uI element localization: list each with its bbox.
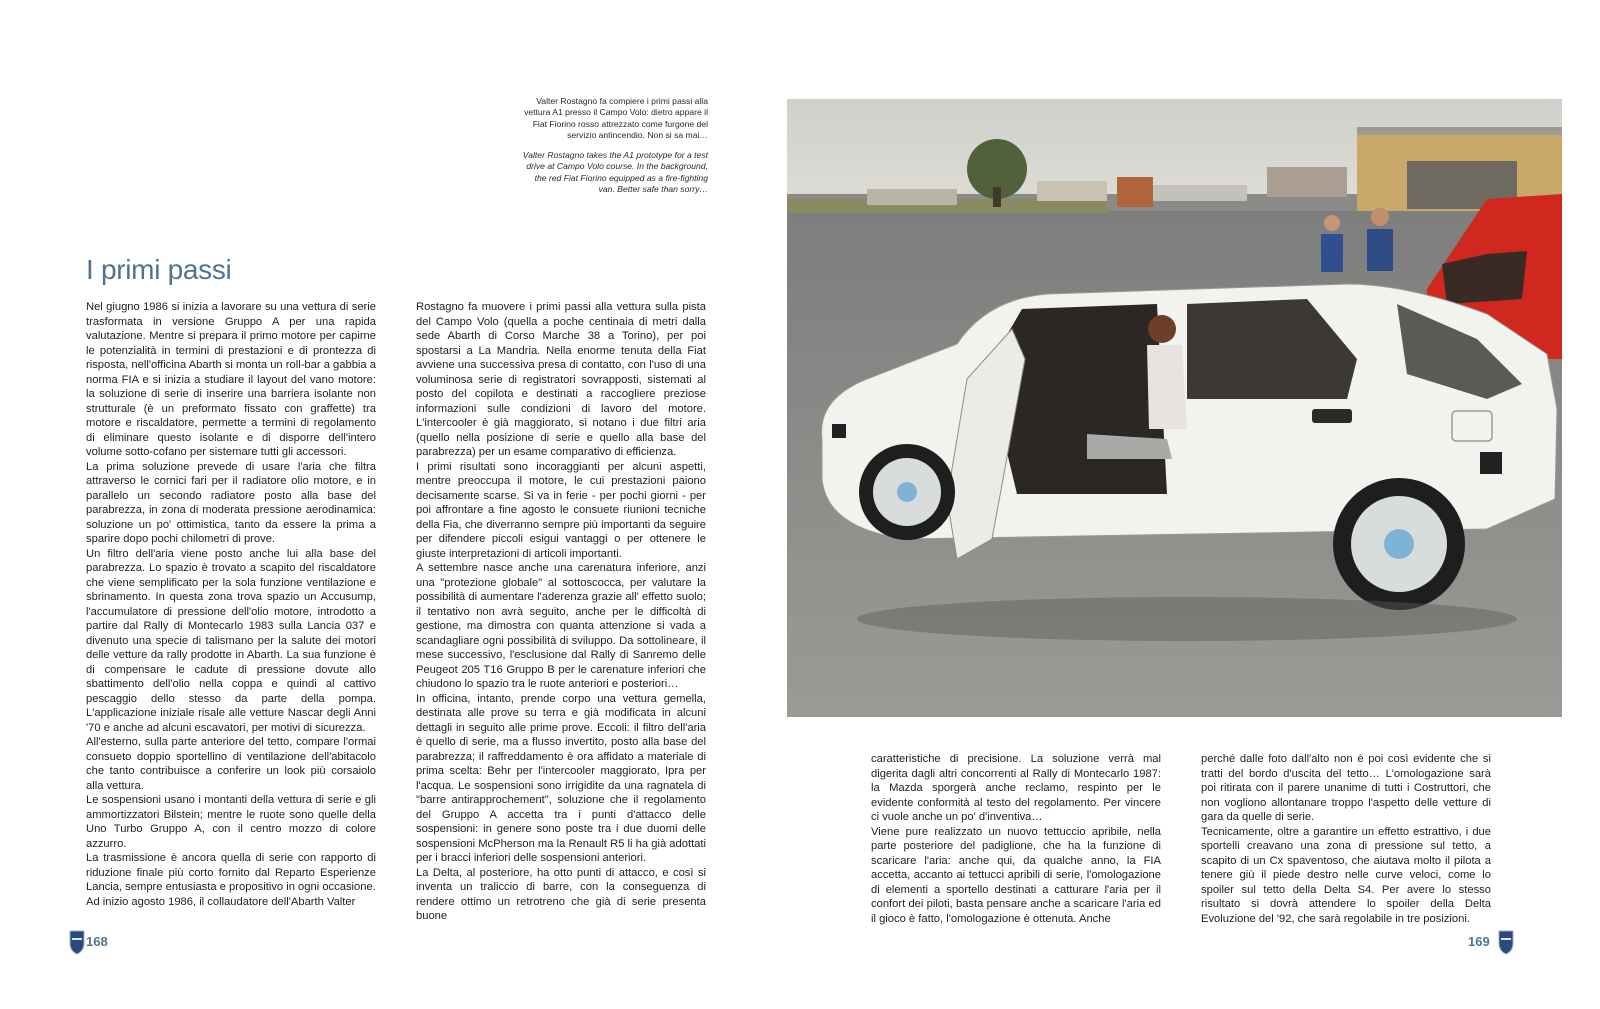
- caption-italian: Valter Rostagno fa compiere i primi passi alla vettura A1 presso il Campo Volo: dietro appare il Fiat Fiorino rosso attrezzato come furgone del servizio antincendio. Non si sa mai…: [524, 96, 708, 140]
- page-number-left: 168: [86, 934, 108, 949]
- text-column-2: [416, 300, 706, 924]
- text-column-1: [86, 300, 376, 909]
- paragraph: perché dalle foto dall'alto non è poi così evidente che si tratti del bordo d'uscita del tetto… L'omologazione sarà poi ritirata con il parere unanime di tutti i Costruttori, che non vogliono allontanare troppo l'aspetto delle vetture di gara da quelle di serie.: [1201, 753, 1491, 823]
- paragraph: Tecnicamente, oltre a garantire un effetto estrattivo, i due sportelli creavano una zona di pressione sul tetto, a scapito di un Cx spaventoso, che aiutava molto il pilota a tenere giù il piede destro nelle curve veloci, come lo spoiler sul tetto della Delta S4. Per avere lo stesso risultato si dovrà attendere lo spoiler della Delta Evoluzione del '92, che sarà regolabile in tre posizioni.: [1201, 825, 1491, 925]
- paragraph: Ad inizio agosto 1986, il collaudatore dell'Abarth Valter: [86, 895, 356, 908]
- rear-wheel: [1333, 478, 1465, 610]
- paragraph: I primi risultati sono incoraggianti per alcuni aspetti, mentre preoccupa il motore, le cui prestazioni paiono decisamente scarse. Si va in ferie - per pochi giorni - per poi affrontare a fine agosto le consuete riunioni tecniche della Fia, che diverranno sempre più importanti da seguire per difendere piccoli esigui vantaggi o per ottenere le giuste interpretazioni di articoli importanti.: [416, 460, 706, 560]
- paragraph: Rostagno fa muovere i primi passi alla vettura sulla pista del Campo Volo (quella a poche centinaia di metri dalla sede Abarth di Corso Marche 38 a Torino), per poi spostarsi a La Mandria. Nella enorme tenuta della Fiat avviene una successiva presa di contatto, con l'uso di una voluminosa serie di registratori sovrapposti, sistemati al posto del copilota e destinati a raccogliere preziose informazioni sulle condizioni di lavoro del motore. L'intercooler è già maggiorato, si notano i due filtri aria (quello nella posizione di serie e quello alla base del parabrezza) per un esame comparativo di efficienza.: [416, 301, 706, 458]
- text-column-3: [871, 752, 1161, 926]
- front-wheel: [859, 444, 955, 540]
- paragraph: Un filtro dell'aria viene posto anche lui alla base del parabrezza. Lo spazio è trovato a scapito del riscaldatore che viene semplificato per la sola funzione ventilazione e sbrinamento. In questa zona trova spazio un Accusump, l'accumulatore di pressione dell'olio motore, introdotto a partire dal Rally di Montecarlo 1983 sulla Lancia 037 e divenuto una specie di talismano per la salute dei motori delle vetture da rally prodotte in Abarth. La sua funzione è di compensare le cadute di pressione dovute allo sbattimento dell'olio nella coppa e quindi al cattivo pescaggio dello stesso da parte della pompa. L'applicazione iniziale risale alle vetture Nascar degli Anni '70 e anche ad alcuni escavatori, per motivi di sicurezza.: [86, 547, 376, 734]
- paragraph: La trasmissione è ancora quella di serie con rapporto di riduzione finale più corto fornito dal Reparto Esperienze Lancia, sempre entusiasta e propositivo in ogni occasione.: [86, 852, 376, 893]
- paragraph: Nel giugno 1986 si inizia a lavorare su una vettura di serie trasformata in versione Gruppo A per una rapida valutazione. Mentre si prepara il primo motore per capirne le potenzialità in termini di prestazioni e di prontezza di risposta, nell'officina Abarth si monta un roll-bar a gabbia a norma FIA e si inizia a studiare il layout del vano motore: la soluzione di serie di inserire una barriera isolante non strutturale (è un preformato fissato con graffette) tra motore e riscaldatore, permette a termini di regolamento di eliminare questo isolante e di disporre dell'intero volume sotto-cofano per sistemare tutti gli accessori.: [86, 301, 376, 458]
- paragraph: In officina, intanto, prende corpo una vettura gemella, destinata alle prove su terra e già modificata in alcuni dettagli in seguito alle prime prove. Eccoli: il filtro dell'aria è quello di serie, ma a flusso invertito, posto alla base del parabrezza; il raffreddamento è ora affidato a materiale di prima scelta: Behr per l'intercooler maggiorato, Ipra per l'acqua. Le sospensioni sono irrigidite da una ragnatela di "barre antirapprochement", soluzione che il regolamento del Gruppo A accetta tra i punti d'attacco delle sospensioni: in genere sono poste tra i due duomi delle sospensioni McPherson ma la Renault R5 li ha già adottati per i bracci inferiori delle sospensioni anteriori.: [416, 692, 706, 864]
- paragraph: Le sospensioni usano i montanti della vettura di serie e gli ammortizzatori Bilstein; mentre le ruote sono quelle della Uno Turbo Gruppo A, con il centro mozzo di colore azzurro.: [86, 794, 376, 850]
- paragraph: A settembre nasce anche una carenatura inferiore, anzi una "protezione globale" al sottoscocca, per valutare la possibilità di aumentare l'aderenza grazie all' effetto suolo; il tentativo non avrà seguito, anche per le difficoltà di gestione, ma dimostra con quanta attenzione si vada a scandagliare ogni possibilità di sviluppo. Da sottolineare, il mese successivo, l'esclusione dal Rally di Sanremo delle Peugeot 205 T16 Gruppo B per le carenature inferiori che chiudono lo spazio tra le ruote anteriori e posteriori…: [416, 562, 706, 690]
- paragraph: La Delta, al posteriore, ha otto punti di attacco, e così si inventa un traliccio di barre, con la conseguenza di rendere ottimo un retrotreno che già di serie presenta buone: [416, 866, 706, 922]
- lancia-shield-icon: [68, 929, 86, 955]
- caption-english: Valter Rostagno takes the A1 prototype for a test drive at Campo Volo course. In the background, the red Fiat Fiorino equipped as a fire-fighting van. Better safe than sorry…: [522, 150, 708, 195]
- car-shadow: [857, 597, 1517, 641]
- paragraph: La prima soluzione prevede di usare l'aria che filtra attraverso le cornici fari per il radiatore olio motore, e in parallelo un secondo radiatore posto alla base del parabrezza, in zona di moderata pressione aerodinamica: soluzione un po' ottimistica, tanto da essere la prima a sparire dopo pochi chilometri di prove.: [86, 460, 376, 545]
- text-column-4: [1201, 752, 1491, 926]
- lancia-shield-icon: [1497, 929, 1515, 955]
- photo-lancia-delta-prototype: [787, 99, 1562, 717]
- photo-illustration: [787, 99, 1562, 717]
- page-number-right: 169: [1468, 934, 1490, 949]
- photo-caption: [520, 96, 708, 195]
- section-title: I primi passi: [86, 254, 232, 285]
- paragraph: Viene pure realizzato un nuovo tettuccio apribile, nella parte posteriore del padiglione, che ha la funzione di scaricare l'aria: anche qui, da qualche anno, la FIA accetta, accanto ai tettucci apribili di serie, l'omologazione di elementi a sportello destinati a catturare l'aria per il confort dei piloti, basta pensare anche a scaricare l'aria ed il gioco è fatto, l'omologazione è ottenuta. Anche: [871, 825, 1161, 925]
- paragraph: All'esterno, sulla parte anteriore del tetto, compare l'ormai consueto doppio sportellino di ventilazione dell'abitacolo che tanto contribuisce a conferire un look più corsaiolo alla vettura.: [86, 736, 376, 792]
- paragraph: caratteristiche di precisione. La soluzione verrà mal digerita dagli altri concorrenti al Rally di Montecarlo 1987: la Mazda sporgerà anche reclamo, respinto per le evidente conformità al testo del regolamento. Per vincere ci vuole anche un po' d'inventiva…: [871, 753, 1161, 823]
